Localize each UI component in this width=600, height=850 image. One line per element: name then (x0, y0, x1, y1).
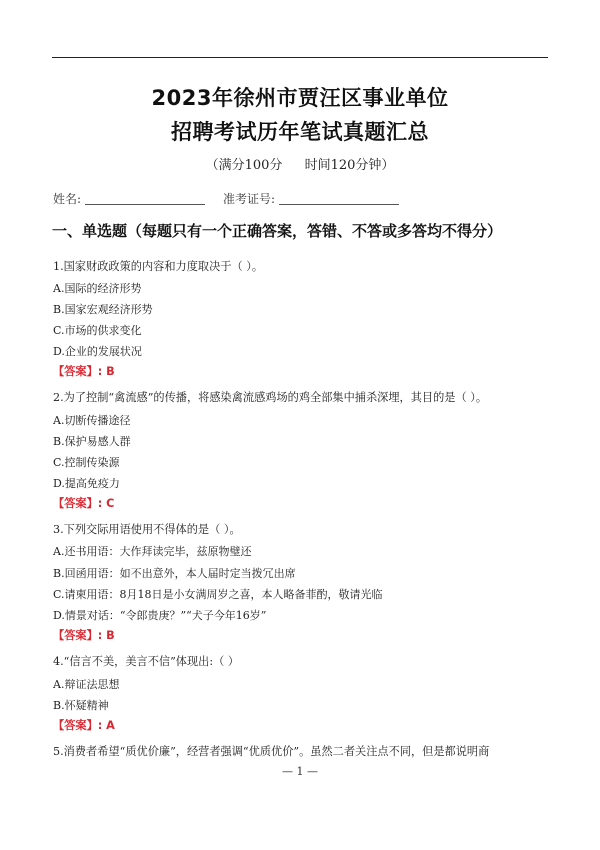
option: B.怀疑精神 (53, 699, 109, 712)
answer-label: 【答案】: B (53, 629, 115, 642)
option: D.企业的发展状况 (53, 345, 142, 358)
option: B.保护易感人群 (53, 435, 131, 448)
option: D.提高免疫力 (53, 477, 120, 490)
question-stem: 3.下列交际用语使用不得体的是（ ）。 (53, 523, 241, 536)
name-label: 姓名: (53, 192, 82, 206)
option: B.国家宏观经济形势 (53, 303, 153, 316)
time-limit: 时间120分钟） (304, 158, 395, 173)
document-title-line2: 招聘考试历年笔试真题汇总 (171, 120, 429, 144)
option: C.请柬用语：8月18日是小女满周岁之喜，本人略备菲酌，敬请光临 (53, 588, 383, 601)
name-field (53, 190, 205, 207)
option: A.还书用语：大作拜读完毕，兹原物璧还 (53, 545, 252, 558)
question-stem: 2.为了控制“禽流感”的传播，将感染禽流感鸡场的鸡全部集中捕杀深埋，其目的是（ ）。 (53, 391, 488, 404)
option: D.情景对话：“令郎贵庚？”“犬子今年16岁” (53, 609, 267, 622)
question-stem: 1.国家财政政策的内容和力度取决于（ ）。 (53, 260, 264, 273)
total-score: （满分100分 (205, 158, 283, 173)
answer-label: 【答案】: B (53, 365, 115, 378)
option: C.市场的供求变化 (53, 324, 142, 337)
option: A.辩证法思想 (53, 678, 120, 691)
answer-label: 【答案】: C (53, 497, 115, 510)
id-blank[interactable] (279, 192, 399, 205)
section-heading: 一、单选题（每题只有一个正确答案，答错、不答或多答均不得分） (52, 222, 503, 240)
option: C.控制传染源 (53, 456, 120, 469)
top-rule (52, 57, 548, 58)
option: A.切断传播途径 (53, 414, 131, 427)
question-stem: 5.消费者希望“质优价廉”，经营者强调“优质优价”。虽然二者关注点不同，但是都说明商 (53, 745, 490, 758)
question-stem: 4.“信言不美，美言不信”体现出:（ ） (53, 655, 240, 668)
answer-label: 【答案】: A (53, 719, 115, 732)
page-number: — 1 — (282, 765, 318, 778)
id-field (223, 190, 399, 207)
option: B.回函用语：如不出意外，本人届时定当拨冗出席 (53, 567, 296, 580)
exam-info (0, 154, 600, 173)
id-label: 准考证号: (223, 192, 276, 206)
name-blank[interactable] (85, 192, 205, 205)
document-title-line1: 2023年徐州市贾汪区事业单位 (151, 86, 449, 110)
option: A.国际的经济形势 (53, 282, 142, 295)
